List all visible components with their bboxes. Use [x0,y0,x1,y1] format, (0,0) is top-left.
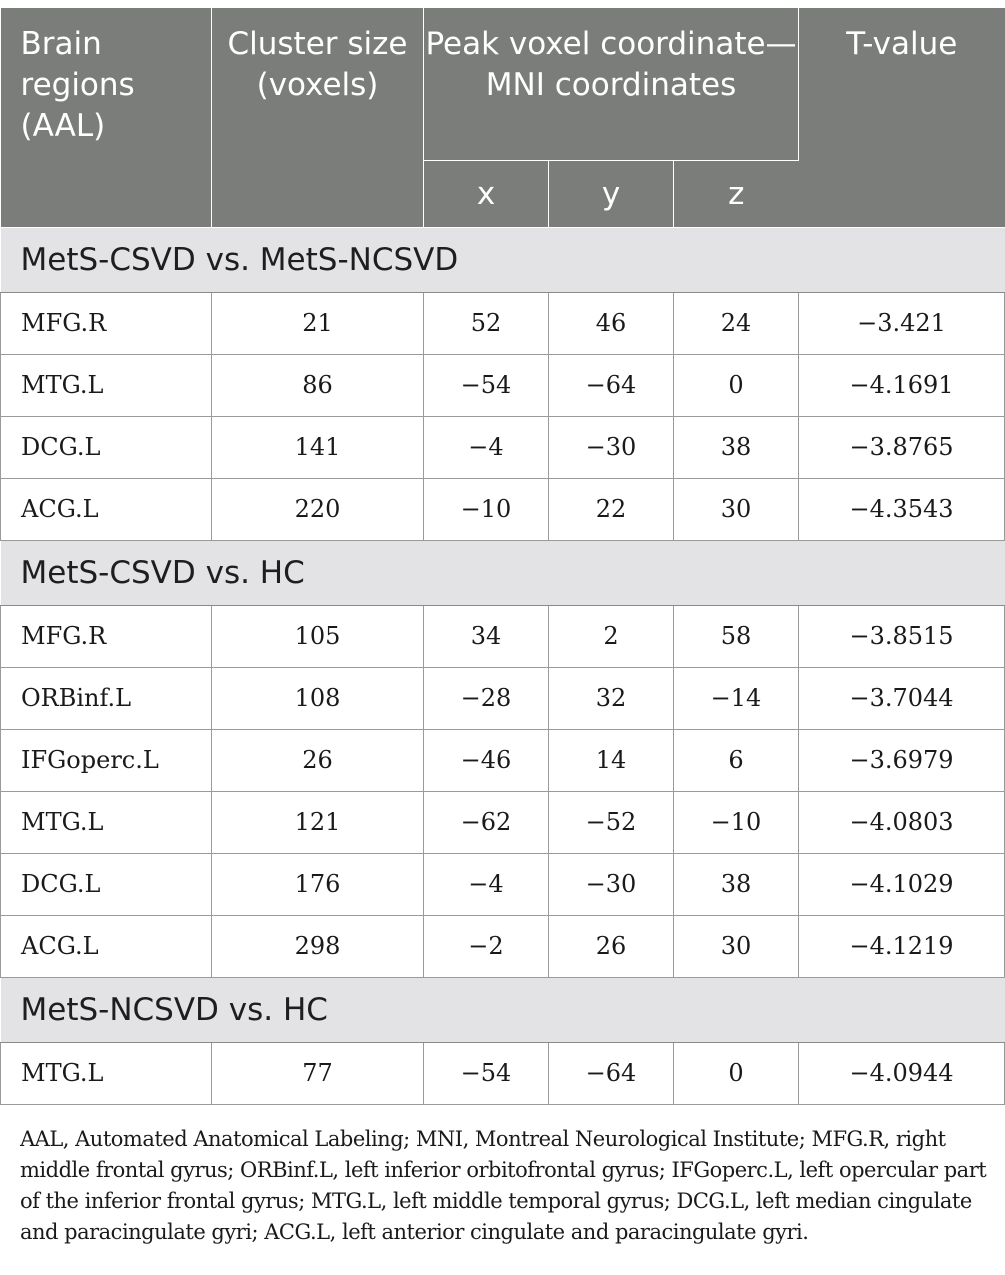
z-cell: −14 [674,667,799,729]
x-cell: 52 [424,292,549,354]
cluster-size-cell: 141 [212,416,424,478]
cluster-size-cell: 121 [212,791,424,853]
y-cell: 2 [549,605,674,667]
y-cell: −30 [549,853,674,915]
z-cell: 30 [674,915,799,977]
region-cell: ACG.L [1,915,212,977]
x-cell: −54 [424,354,549,416]
header-brain-regions: Brain regions (AAL) [1,8,212,227]
cluster-size-cell: 26 [212,729,424,791]
region-cell: ACG.L [1,478,212,540]
x-cell: −10 [424,478,549,540]
table-footnote: AAL, Automated Anatomical Labeling; MNI, Montreal Neurological Institute; MFG.R, right middle frontal gyrus; ORBinf.L, left inferior orbitofrontal gyrus; IFGoperc.L, left opercular part of the inferior frontal gyrus; MTG.L, left middle temporal gyrus; DCG.L, left median cingulate and paracingulate gyri; ACG.L, left anterior cingulate and paracingulate gyri. [20,1127,987,1244]
z-cell: −10 [674,791,799,853]
header-y: y [549,160,674,227]
header-peak-coordinates: Peak voxel coordinate—MNI coordinates [424,8,799,160]
y-cell: −64 [549,354,674,416]
y-cell: 32 [549,667,674,729]
cluster-size-cell: 86 [212,354,424,416]
x-cell: −28 [424,667,549,729]
table-body [1,227,1005,1104]
z-cell: 58 [674,605,799,667]
x-cell: −62 [424,791,549,853]
t-value-cell: −3.421 [799,292,1005,354]
region-cell: ORBinf.L [1,667,212,729]
cluster-size-cell: 176 [212,853,424,915]
y-cell: 26 [549,915,674,977]
table-row [1,853,1005,915]
y-cell: −30 [549,416,674,478]
table-row [1,478,1005,540]
z-cell: 0 [674,354,799,416]
t-value-cell: −4.1691 [799,354,1005,416]
region-cell: MTG.L [1,1042,212,1104]
table-row [1,791,1005,853]
t-value-cell: −4.0944 [799,1042,1005,1104]
x-cell: −2 [424,915,549,977]
group-title: MetS-NCSVD vs. HC [1,977,1005,1042]
group-title: MetS-CSVD vs. HC [1,540,1005,605]
cluster-size-cell: 108 [212,667,424,729]
t-value-cell: −4.1219 [799,915,1005,977]
t-value-cell: −4.1029 [799,853,1005,915]
cluster-size-cell: 220 [212,478,424,540]
z-cell: 38 [674,416,799,478]
region-cell: MFG.R [1,292,212,354]
y-cell: −64 [549,1042,674,1104]
z-cell: 0 [674,1042,799,1104]
x-cell: −54 [424,1042,549,1104]
z-cell: 24 [674,292,799,354]
region-cell: MFG.R [1,605,212,667]
t-value-cell: −3.8765 [799,416,1005,478]
table-row [1,605,1005,667]
table-row [1,1042,1005,1104]
header-row [1,8,1005,160]
cluster-size-cell: 21 [212,292,424,354]
x-cell: −46 [424,729,549,791]
t-value-cell: −3.7044 [799,667,1005,729]
table-row [1,292,1005,354]
header-t-value: T-value [799,8,1005,227]
y-cell: 46 [549,292,674,354]
header-z: z [674,160,799,227]
region-cell: MTG.L [1,791,212,853]
header-x: x [424,160,549,227]
group-header-row [1,227,1005,292]
x-cell: 34 [424,605,549,667]
z-cell: 30 [674,478,799,540]
table-row [1,667,1005,729]
table-row [1,416,1005,478]
t-value-cell: −3.8515 [799,605,1005,667]
group-header-row [1,540,1005,605]
cluster-size-cell: 105 [212,605,424,667]
t-value-cell: −3.6979 [799,729,1005,791]
t-value-cell: −4.0803 [799,791,1005,853]
table-row [1,729,1005,791]
group-header-row [1,977,1005,1042]
results-table [0,8,1005,1105]
x-cell: −4 [424,853,549,915]
y-cell: −52 [549,791,674,853]
cluster-size-cell: 77 [212,1042,424,1104]
header-cluster-size: Cluster size (voxels) [212,8,424,227]
region-cell: DCG.L [1,416,212,478]
table-row [1,354,1005,416]
y-cell: 14 [549,729,674,791]
region-cell: IFGoperc.L [1,729,212,791]
x-cell: −4 [424,416,549,478]
region-cell: MTG.L [1,354,212,416]
z-cell: 38 [674,853,799,915]
group-title: MetS-CSVD vs. MetS-NCSVD [1,227,1005,292]
t-value-cell: −4.3543 [799,478,1005,540]
table-row [1,915,1005,977]
region-cell: DCG.L [1,853,212,915]
y-cell: 22 [549,478,674,540]
z-cell: 6 [674,729,799,791]
cluster-size-cell: 298 [212,915,424,977]
